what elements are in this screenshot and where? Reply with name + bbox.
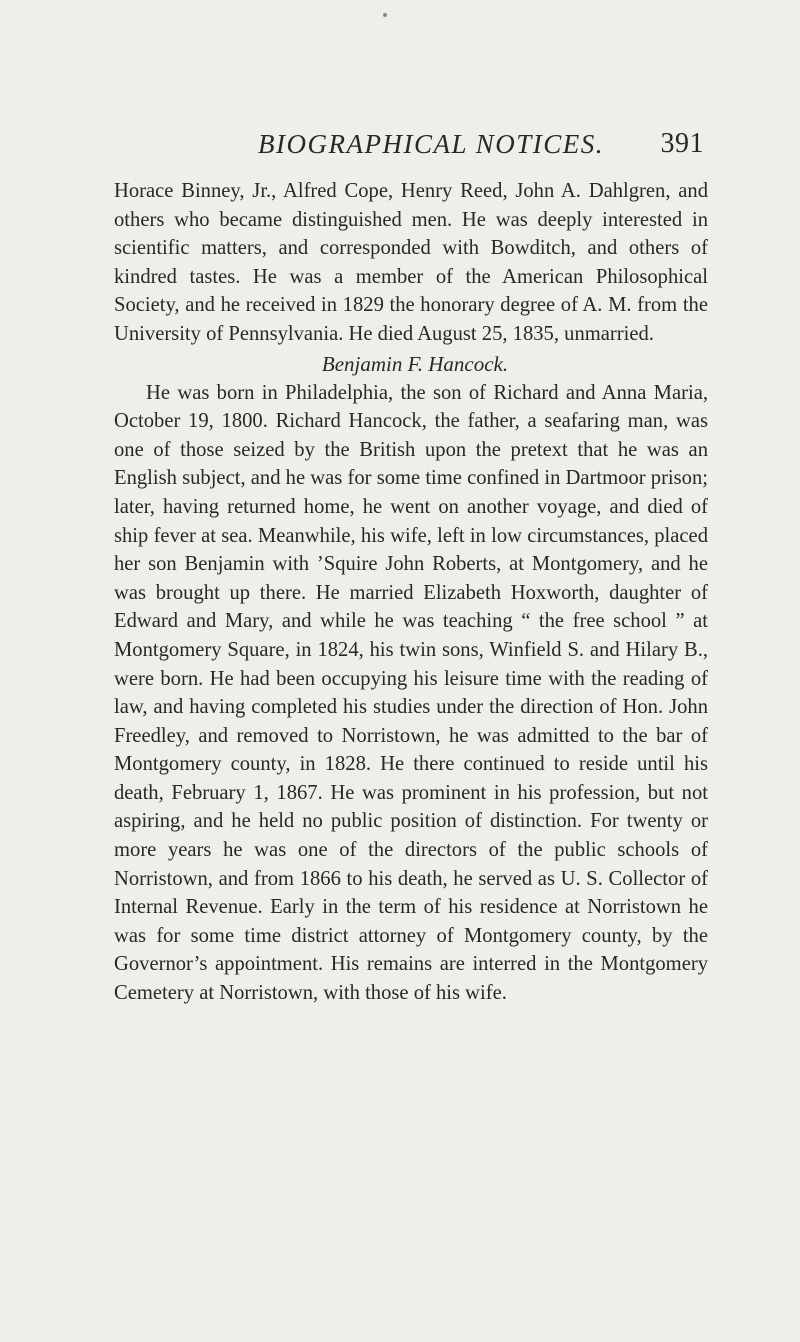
paragraph-continued: Horace Binney, Jr., Alfred Cope, Henry Reed, John A. Dahlgren, and others who became distinguished men. He was deeply interested in scientific matters, and corresponded with Bowditch, and others of kindred tastes. He was a member of the American Philosophical Society, and he received in 1829 the honorary degree of A. M. from the University of Pennsylvania. He died August 25, 1835, unmarried. (114, 180, 708, 345)
running-title: BIOGRAPHICAL NOTICES. (258, 129, 604, 159)
paper-speck (383, 13, 387, 17)
running-header (258, 124, 704, 164)
body-text (114, 177, 708, 1008)
section-heading: Benjamin F. Hancock. (321, 351, 509, 376)
paragraph-hancock: He was born in Philadelphia, the son of Richard and Anna Maria, October 19, 1800. Richard Hancock, the father, a seafaring man, was one of those seized by the British upon the pretext that he was an English subject, and he was for some time confined in Dartmoor prison; later, having returned home, he went on another voyage, and died of ship fever at sea. Meanwhile, his wife, left in low circumstances, placed her son Benjamin with ’Squire John Roberts, at Montgomery, and he was brought up there. He married Elizabeth Hoxworth, daughter of Edward and Mary, and while he was teaching “ the free school ” at Montgomery Square, in 1824, his twin sons, Winfield S. and Hilary B., were born. He had been occupying his leisure time with the reading of law, and having completed his studies under the direction of Hon. John Freedley, and removed to Norristown, he was admitted to the bar of Montgomery county, in 1828. He there continued to reside until his death, February 1, 1867. He was prominent in his profession, but not aspiring, and he held no public position of distinction. For twenty or more years he was one of the directors of the public schools of Norristown, and from 1866 to his death, he served as U. S. Collector of Internal Revenue. Early in the term of his residence at Norristown he was for some time district attorney of Montgomery county, by the Governor’s appointment. His remains are interred in the Montgomery Cemetery at Norristown, with those of his wife. (114, 381, 708, 1005)
page-number: 391 (660, 128, 704, 159)
